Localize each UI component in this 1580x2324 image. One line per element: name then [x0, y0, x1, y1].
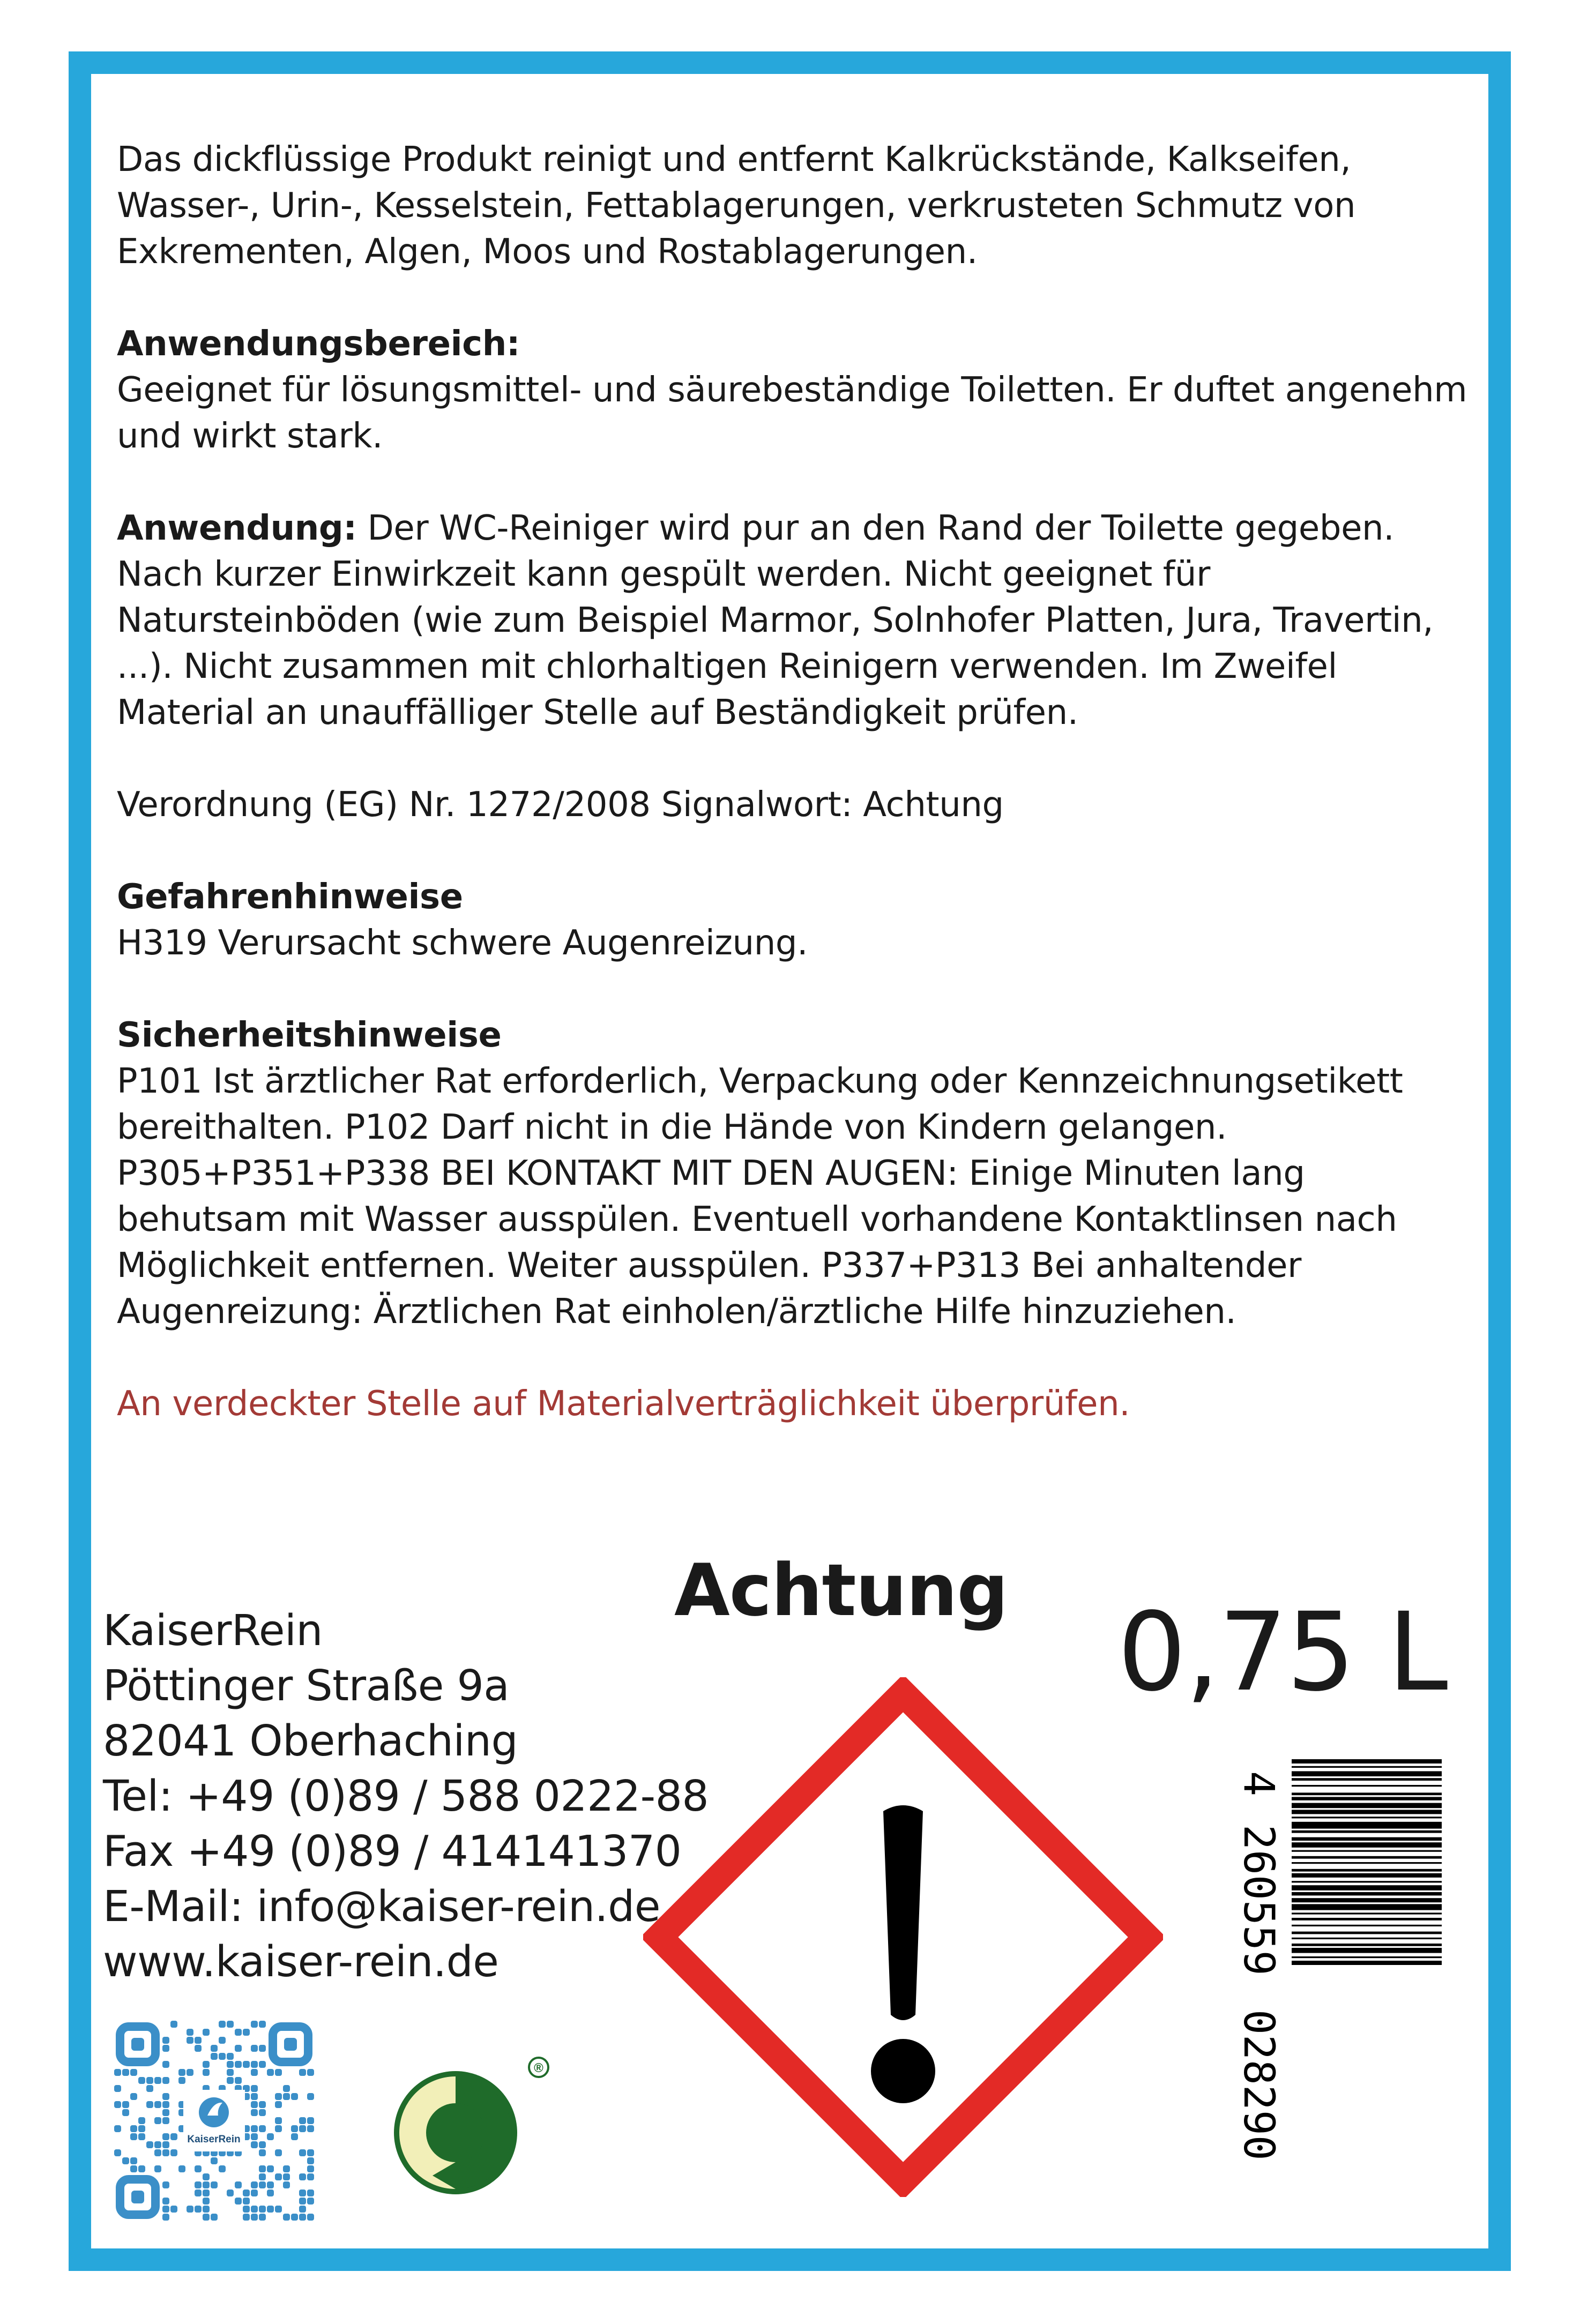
- company-city: 82041 Oberhaching: [103, 1716, 518, 1766]
- barcode-group-right: 028290: [1234, 2009, 1283, 2161]
- company-fax: Fax +49 (0)89 / 414141370: [103, 1827, 682, 1876]
- company-email: E-Mail: info@kaiser-rein.de: [103, 1882, 660, 1931]
- barcode-digit-first: 4: [1234, 1771, 1283, 1796]
- intro-paragraph: Das dickflüssige Produkt reinigt und entfernt Kalkrückstände, Kalkseifen, Wasser-, Urin-, Kesselstein, Fettablagerungen, verkrusteten Schmutz von Exkrementen, Algen, Moos und Rostablagerungen.: [117, 140, 1356, 272]
- company-website: www.kaiser-rein.de: [103, 1937, 499, 1986]
- safety-section: [117, 1012, 1484, 1335]
- volume-label: 0,75 L: [1117, 1589, 1447, 1715]
- scope-text: Geeignet für lösungsmittel- und säurebeständige Toiletten. Er duftet angenehm und wirkt stark.: [117, 370, 1467, 456]
- hazard-text: H319 Verursacht schwere Augenreizung.: [117, 923, 808, 963]
- company-address: [103, 1603, 709, 1990]
- company-street: Pöttinger Straße 9a: [103, 1661, 510, 1710]
- label-text: [117, 137, 1484, 1473]
- hazard-heading: Gefahrenhinweise: [117, 877, 463, 917]
- regulation-text: Verordnung (EG) Nr. 1272/2008 Signalwort: Achtung: [117, 785, 1004, 825]
- usage-text: Der WC-Reiniger wird pur an den Rand der Toilette gegeben. Nach kurzer Einwirkzeit kann gespült werden. Nicht geeignet für Natursteinböden (wie zum Beispiel Marmor, Solnhofer Platten, Jura, Travertin, ...). Nicht zusammen mit chlorhaltigen Reinigern verwenden. Im Zweifel Material an unauffälliger Stelle auf Beständigkeit prüfen.: [117, 509, 1434, 733]
- ghs-exclamation-icon: [643, 1677, 1163, 2197]
- company-name: KaiserRein: [103, 1606, 323, 1655]
- usage-heading: Anwendung:: [117, 509, 357, 548]
- usage-section: [117, 505, 1484, 736]
- company-phone: Tel: +49 (0)89 / 588 0222-88: [103, 1772, 709, 1821]
- safety-heading: Sicherheitshinweise: [117, 1015, 502, 1055]
- barcode-group-left: 260559: [1234, 1825, 1283, 1976]
- scope-section: [117, 321, 1484, 459]
- barcode-icon: [1233, 1755, 1447, 2173]
- notice-text: An verdeckter Stelle auf Materialverträglichkeit überprüfen.: [117, 1384, 1130, 1424]
- registered-mark: ®: [534, 2061, 543, 2075]
- signal-word: Achtung: [674, 1549, 1008, 1632]
- safety-text: P101 Ist ärztlicher Rat erforderlich, Verpackung oder Kennzeichnungsetikett bereithalten. P102 Darf nicht in die Hände von Kindern gelangen. P305+P351+P338 BEI KONTAKT MIT DEN AUGEN: Einige Minuten lang behutsam mit Wasser ausspülen. Eventuell vorhandene Kontaktlinsen nach Möglichkeit entfernen. Weiter ausspülen. P337+P313 Bei anhaltender Augenreizung: Ärztlichen Rat einholen/ärztliche Hilfe hinzuziehen.: [117, 1062, 1403, 1332]
- hazard-section: [117, 874, 1484, 966]
- green-dot-icon: [389, 2052, 549, 2202]
- scope-heading: Anwendungsbereich:: [117, 324, 520, 364]
- qr-logo-text: KaiserRein: [187, 2134, 241, 2145]
- qr-code-icon: [114, 2020, 315, 2221]
